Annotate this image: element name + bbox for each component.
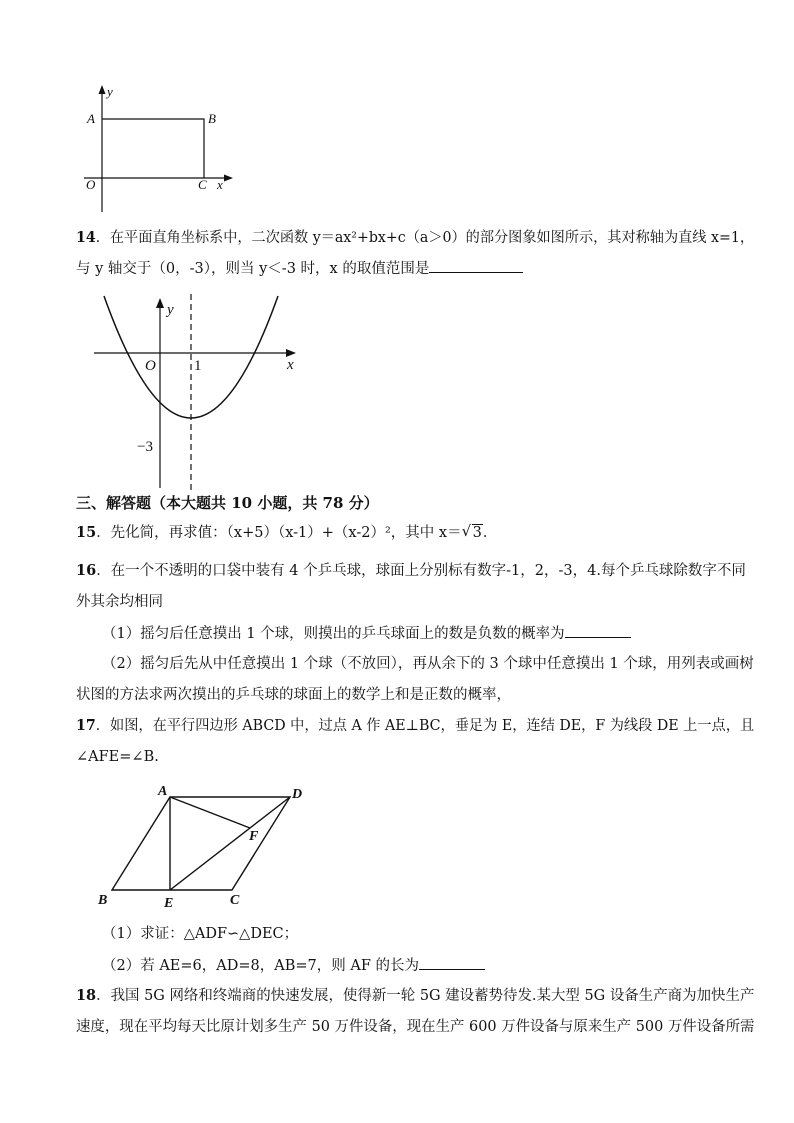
- answer-blank[interactable]: [429, 258, 523, 273]
- question-16-line-1: [76, 561, 746, 581]
- point-a-label: A: [87, 111, 95, 126]
- radical-sign: √: [461, 522, 472, 540]
- radicand: 3: [472, 525, 482, 541]
- figure-rectangle-axes: [78, 82, 238, 214]
- question-16-part-2-line-1: （2）摇匀后先从中任意摸出 1 个球（不放回），再从余下的 3 个球中任意摸出 1 个球，用列表或画树: [102, 656, 754, 672]
- square-root: [462, 523, 483, 543]
- question-text: ．在一个不透明的口袋中装有 4 个乒乓球，球面上分别标有数字-1，2，-3，4.每个乒乓球除数字不同: [96, 563, 746, 579]
- question-number: 18: [76, 987, 97, 1004]
- point-c-label: C: [230, 893, 240, 908]
- question-text: ．先化简，再求值：（x+5）（x-1）+（x-2）²，其中 x＝: [96, 525, 462, 541]
- question-15: [76, 523, 497, 543]
- answer-blank[interactable]: [419, 955, 485, 970]
- question-16-line-2: 外其余均相同: [76, 594, 163, 610]
- question-text: 与 y 轴交于（0，-3），则当 y＜-3 时，x 的取值范围是: [76, 261, 430, 277]
- tick-label-x: 1: [194, 358, 202, 374]
- point-c-label: C: [198, 177, 207, 192]
- origin-label: O: [86, 177, 96, 192]
- question-17-part-1: （1）求证：△ADF∽△DEC；: [102, 926, 299, 942]
- point-d-label: D: [292, 787, 303, 802]
- question-text: （2）若 AE=6，AD=8，AB=7，则 AF 的长为: [102, 958, 419, 974]
- figure-parabola: [90, 292, 305, 492]
- question-text: ．在平面直角坐标系中，二次函数 y＝ax²+bx+c（a＞0）的部分图象如图所示，其对称轴为直线 x=1，: [95, 230, 754, 246]
- question-text: ．如图，在平行四边形 ABCD 中，过点 A 作 AE⊥BC，垂足为 E，连结 DE，F 为线段 DE 上一点，且: [95, 718, 755, 734]
- figure-parallelogram: [92, 780, 322, 910]
- question-14-line-1: [76, 228, 754, 248]
- question-16-part-2-line-2: 状图的方法求两次摸出的乒乓球的球面上的数学上和是正数的概率，: [76, 687, 511, 703]
- point-b-label: B: [208, 111, 216, 126]
- tick-label-y: −3: [137, 439, 153, 455]
- question-number: 16: [76, 562, 97, 579]
- x-axis-arrow: [224, 175, 233, 182]
- question-number: 14: [76, 229, 96, 246]
- question-16-part-1: [102, 623, 631, 644]
- point-a-label: A: [158, 784, 168, 799]
- parallelogram-outline: [112, 797, 290, 890]
- y-axis-label: y: [107, 84, 113, 99]
- x-axis-label: x: [217, 177, 223, 192]
- question-14-line-2: [76, 258, 523, 279]
- y-axis-arrow: [99, 85, 106, 94]
- question-text: ．我国 5G 网络和终端商的快速发展，使得新一轮 5G 建设蓄势待发.某大型 5G 设备生产商为加快生产: [96, 988, 755, 1004]
- point-b-label: B: [98, 893, 108, 908]
- x-axis-label: x: [287, 357, 294, 373]
- x-axis-arrow: [286, 349, 296, 357]
- section-heading: 三、解答题（本大题共 10 小题，共 78 分）: [76, 494, 379, 512]
- answer-blank[interactable]: [565, 623, 631, 638]
- y-axis-arrow: [156, 298, 164, 308]
- rectangle-outline: [102, 119, 204, 178]
- question-17-part-2: [102, 955, 485, 976]
- point-f-label: F: [249, 829, 259, 844]
- question-18-line-1: [76, 986, 754, 1006]
- question-17-line-2: ∠AFE=∠B.: [76, 749, 159, 765]
- question-number: 17: [76, 717, 96, 734]
- question-number: 15: [76, 524, 97, 541]
- origin-label: O: [145, 358, 156, 374]
- question-text-end: ．: [482, 525, 498, 541]
- question-17-line-1: [76, 716, 754, 736]
- question-text: （1）摇匀后任意摸出 1 个球，则摸出的乒乓球面上的数是负数的概率为: [102, 626, 565, 642]
- segment-af: [170, 797, 250, 828]
- point-e-label: E: [164, 896, 174, 910]
- question-18-line-2: 速度，现在平均每天比原计划多生产 50 万件设备，现在生产 600 万件设备与原来生产 500 万件设备所需: [76, 1019, 755, 1035]
- y-axis-label: y: [167, 302, 174, 318]
- segment-ed: [170, 797, 290, 890]
